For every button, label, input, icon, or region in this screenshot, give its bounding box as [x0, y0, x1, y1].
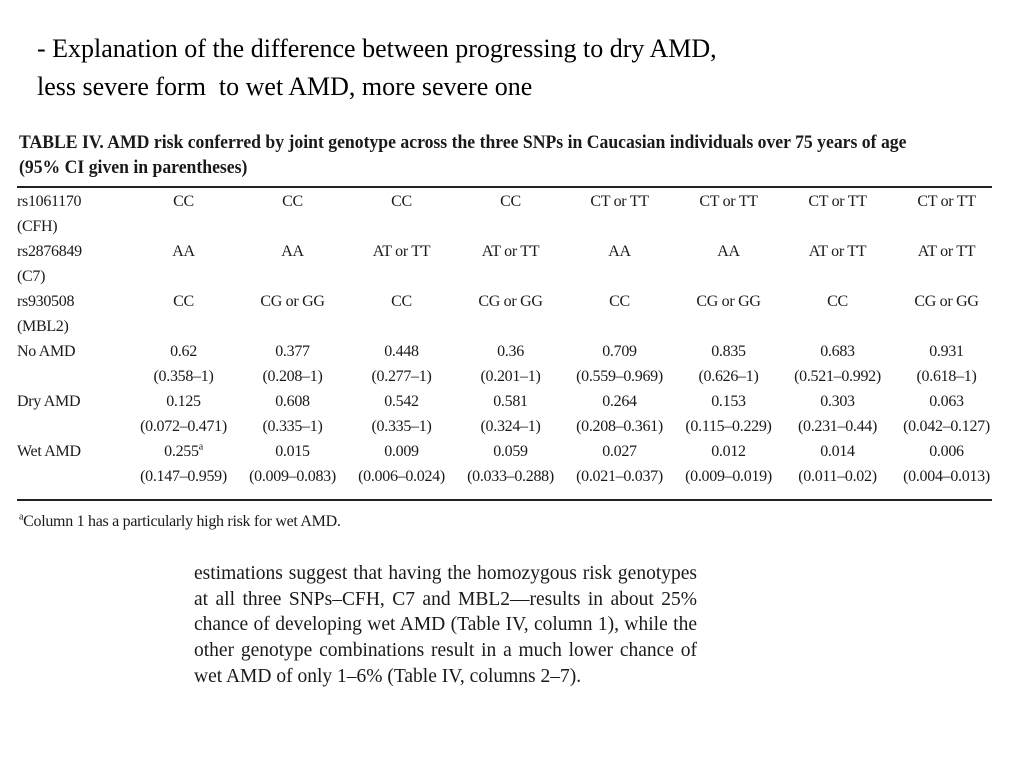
empty-cell [129, 314, 238, 339]
empty-cell [565, 314, 674, 339]
empty-cell [238, 314, 347, 339]
table-cell: 0.153 [711, 393, 746, 410]
table-cell: AA [281, 243, 304, 260]
ci-cell: (0.021–0.037) [576, 468, 663, 485]
empty-cell [347, 264, 456, 289]
ci-cell: (0.521–0.992) [794, 368, 881, 385]
table-cell: CT or TT [590, 193, 649, 210]
ci-cell: (0.559–0.969) [576, 368, 663, 385]
table-cell: 0.931 [929, 343, 964, 360]
table-cell: 0.255$^a$ [164, 441, 203, 460]
empty-cell [674, 314, 783, 339]
row-sublabel-empty [17, 364, 129, 389]
table-cell: AA [608, 243, 631, 260]
row-sublabel-empty [17, 414, 129, 439]
ci-cell: (0.011–0.02) [798, 468, 877, 485]
table-cell: 0.015 [275, 443, 310, 460]
empty-cell [892, 314, 1001, 339]
table-cell: CG or GG [478, 293, 543, 310]
row-label: No AMD [17, 343, 76, 360]
empty-cell [456, 314, 565, 339]
table-cell: 0.62 [170, 343, 197, 360]
empty-cell [456, 214, 565, 239]
table-cell: AT or TT [372, 243, 431, 260]
table-cell: 0.608 [275, 393, 310, 410]
ci-cell: (0.009–0.019) [685, 468, 772, 485]
table-cell: 0.683 [820, 343, 855, 360]
table-row-sub [17, 464, 1001, 489]
table-row [17, 439, 1001, 464]
table-row-sub [17, 214, 1001, 239]
empty-cell [347, 214, 456, 239]
table-row [17, 189, 1001, 214]
ci-cell: (0.231–0.44) [797, 418, 878, 435]
ci-cell: (0.277–1) [371, 368, 432, 385]
table-row [17, 289, 1001, 314]
table-cell: CG or GG [696, 293, 761, 310]
table-cell: 0.709 [602, 343, 637, 360]
table-cell: AA [172, 243, 195, 260]
ci-cell: (0.147–0.959) [140, 468, 227, 485]
empty-cell [347, 314, 456, 339]
slide-heading [37, 30, 997, 106]
table-cell: CC [391, 293, 412, 310]
table-cell: CG or GG [260, 293, 325, 310]
table-caption: TABLE IV. AMD risk conferred by joint genotype across the three SNPs in Caucasian individuals over 75 years of age (95% CI given in parentheses) [19, 132, 907, 178]
table-cell: 0.542 [384, 393, 419, 410]
heading-line-2: less severe form to wet AMD, more severe one [37, 72, 533, 101]
table-row-sub [17, 314, 1001, 339]
table-cell: CC [391, 193, 412, 210]
table-bottom-rule [17, 499, 992, 501]
table-row-sub [17, 414, 1001, 439]
table-row-sub [17, 364, 1001, 389]
empty-cell [129, 264, 238, 289]
ci-cell: (0.072–0.471) [140, 418, 227, 435]
row-label: rs930508 [17, 293, 75, 310]
wet-amd-footnote-marker: a [198, 441, 203, 453]
table-row [17, 239, 1001, 264]
ci-cell: (0.324–1) [480, 418, 541, 435]
empty-cell [565, 214, 674, 239]
empty-cell [892, 264, 1001, 289]
heading-line-1: - Explanation of the difference between progressing to dry AMD, [37, 34, 717, 63]
ci-cell: (0.208–0.361) [576, 418, 663, 435]
row-sublabel: (MBL2) [17, 318, 69, 335]
table-cell: CC [173, 293, 194, 310]
table-cell: 0.581 [493, 393, 528, 410]
table-cell: CC [609, 293, 630, 310]
table-cell: 0.264 [602, 393, 637, 410]
table-cell: 0.006 [929, 443, 964, 460]
table-cell: CT or TT [917, 193, 976, 210]
empty-cell [783, 314, 892, 339]
table-cell: CC [827, 293, 848, 310]
paper-excerpt: estimations suggest that having the homozygous risk genotypes at all three SNPs–CFH, C7 and MBL2—results in about 25% chance of developing wet AMD (Table IV, column 1), while the other genotype combinations result in a much lower chance of wet AMD of only 1–6% (Table IV, columns 2–7). [194, 563, 697, 687]
table-cell: CC [173, 193, 194, 210]
table-cell: CC [500, 193, 521, 210]
table-cell: 0.027 [602, 443, 637, 460]
table-cell: AT or TT [481, 243, 540, 260]
table-cell: CG or GG [914, 293, 979, 310]
ci-cell: (0.006–0.024) [358, 468, 445, 485]
table-cell: 0.012 [711, 443, 746, 460]
footnote-text: Column 1 has a particularly high risk for wet AMD. [23, 513, 341, 530]
empty-cell [674, 214, 783, 239]
empty-cell [674, 264, 783, 289]
table-cell: CC [282, 193, 303, 210]
table-footnote [19, 513, 341, 531]
table-cell: 0.014 [820, 443, 855, 460]
table-cell: 0.36 [497, 343, 524, 360]
table-cell: 0.059 [493, 443, 528, 460]
row-sublabel: (C7) [17, 268, 46, 285]
row-sublabel: (CFH) [17, 218, 58, 235]
ci-cell: (0.335–1) [262, 418, 323, 435]
table-cell: 0.125 [166, 393, 201, 410]
table-row [17, 389, 1001, 414]
ci-cell: (0.009–0.083) [249, 468, 336, 485]
table-row [17, 339, 1001, 364]
table-cell: 0.377 [275, 343, 310, 360]
footnote-marker: a [19, 511, 24, 523]
table-cell: AT or TT [917, 243, 976, 260]
ci-cell: (0.208–1) [262, 368, 323, 385]
row-label: rs2876849 [17, 243, 82, 260]
row-label: Wet AMD [17, 443, 81, 460]
table-cell: 0.835 [711, 343, 746, 360]
genotype-risk-table [17, 189, 1001, 489]
empty-cell [238, 214, 347, 239]
table-cell: 0.303 [820, 393, 855, 410]
ci-cell: (0.042–0.127) [903, 418, 990, 435]
empty-cell [783, 264, 892, 289]
empty-cell [129, 214, 238, 239]
ci-cell: (0.004–0.013) [903, 468, 990, 485]
ci-cell: (0.201–1) [480, 368, 541, 385]
table-cell: CT or TT [699, 193, 758, 210]
ci-cell: (0.033–0.288) [467, 468, 554, 485]
table-cell: AA [717, 243, 740, 260]
row-sublabel-empty [17, 464, 129, 489]
empty-cell [456, 264, 565, 289]
ci-cell: (0.626–1) [698, 368, 759, 385]
table-cell: 0.063 [929, 393, 964, 410]
ci-cell: (0.335–1) [371, 418, 432, 435]
empty-cell [238, 264, 347, 289]
empty-cell [783, 214, 892, 239]
row-label: rs1061170 [17, 193, 82, 210]
table-cell: CT or TT [808, 193, 867, 210]
table-cell: 0.009 [384, 443, 419, 460]
ci-cell: (0.358–1) [153, 368, 214, 385]
table-top-rule [17, 186, 992, 188]
empty-cell [892, 214, 1001, 239]
table-row-sub [17, 264, 1001, 289]
row-label: Dry AMD [17, 393, 81, 410]
table-cell: AT or TT [808, 243, 867, 260]
ci-cell: (0.618–1) [916, 368, 977, 385]
empty-cell [565, 264, 674, 289]
table-cell: 0.448 [384, 343, 419, 360]
ci-cell: (0.115–0.229) [685, 418, 772, 435]
